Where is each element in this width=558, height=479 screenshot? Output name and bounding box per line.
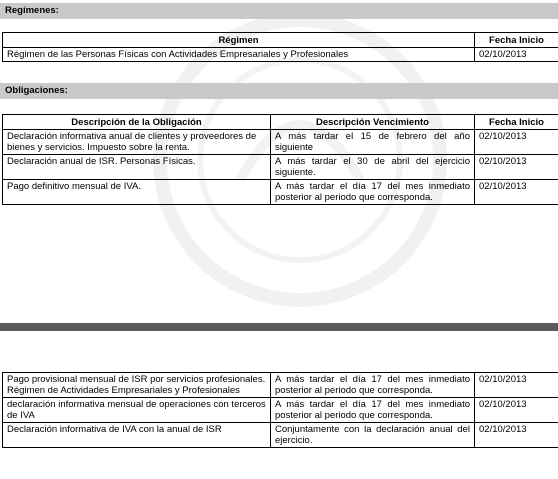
vencimiento-cell: A más tardar el 15 de febrero del año siguiente	[271, 130, 475, 155]
obligaciones-table-page2	[2, 372, 558, 448]
regimenes-table	[2, 32, 558, 62]
table-row	[3, 398, 558, 423]
regimen-cell: Régimen de las Personas Físicas con Actividades Empresariales y Profesionales	[3, 48, 475, 62]
table-row	[3, 423, 558, 448]
fecha-cell: 02/10/2013	[475, 155, 558, 180]
table-row	[3, 373, 558, 398]
regimen-header: Régimen	[3, 33, 475, 48]
fecha-cell: 02/10/2013	[475, 130, 558, 155]
descripcion-header: Descripción de la Obligación	[3, 115, 271, 130]
fecha-cell: 02/10/2013	[475, 180, 558, 205]
table-row	[3, 155, 558, 180]
table-row	[3, 48, 558, 62]
vencimiento-cell: A más tardar el 30 de abril del ejercicio siguiente.	[271, 155, 475, 180]
regimenes-section-label: Regímenes:	[5, 5, 59, 16]
table-row	[3, 180, 558, 205]
obligaciones-table-page1	[2, 114, 558, 205]
vencimiento-cell: Conjuntamente con la declaración anual del ejercicio.	[271, 423, 475, 448]
vencimiento-header: Descripción Vencimiento	[271, 115, 475, 130]
descripcion-cell: Declaración anual de ISR. Personas Físicas.	[3, 155, 271, 180]
fecha-cell: 02/10/2013	[475, 48, 558, 62]
obligaciones-section-label: Obligaciones:	[5, 85, 68, 96]
fecha-inicio-header: Fecha Inicio	[475, 33, 558, 48]
descripcion-cell: Declaración informativa anual de clientes y proveedores de bienes y servicios. Impuesto sobre la renta.	[3, 130, 271, 155]
regimenes-section-bar	[0, 3, 558, 19]
vencimiento-cell: A más tardar el día 17 del mes inmediato posterior al periodo que corresponda.	[271, 180, 475, 205]
descripcion-cell: Declaración informativa de IVA con la anual de ISR	[3, 423, 271, 448]
fecha-cell: 02/10/2013	[475, 398, 558, 423]
obligaciones-header-row	[3, 115, 558, 130]
fecha-cell: 02/10/2013	[475, 373, 558, 398]
vencimiento-cell: A más tardar el día 17 del mes inmediato posterior al periodo que corresponda.	[271, 398, 475, 423]
descripcion-cell: Pago provisional mensual de ISR por servicios profesionales. Régimen de Actividades Empresariales y Profesionales	[3, 373, 271, 398]
descripcion-cell: Pago definitivo mensual de IVA.	[3, 180, 271, 205]
descripcion-cell: declaración informativa mensual de operaciones con terceros de IVA	[3, 398, 271, 423]
vencimiento-cell: A más tardar el día 17 del mes inmediato posterior al periodo que corresponda.	[271, 373, 475, 398]
table-row	[3, 130, 558, 155]
regimenes-header-row	[3, 33, 558, 48]
page-break-band	[0, 323, 558, 331]
fecha-cell: 02/10/2013	[475, 423, 558, 448]
fecha-inicio-header: Fecha Inicio	[475, 115, 558, 130]
obligaciones-section-bar	[0, 83, 558, 99]
